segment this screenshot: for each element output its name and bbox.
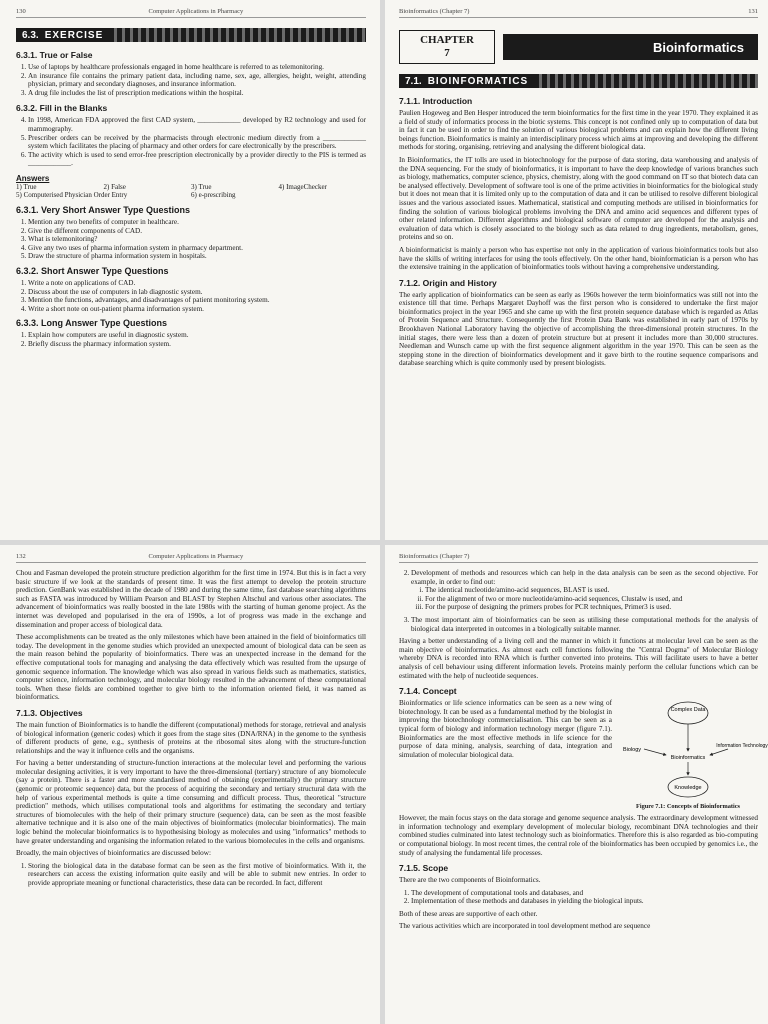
arrow	[710, 749, 728, 755]
list-item: 3. The most important aim of bioinformatics can be seen as utilising these computational methods for the analysis of biological data interpreted in outcomes in a biologically suitable manner.	[411, 616, 758, 633]
chapter-number: 7	[444, 47, 450, 59]
list-item-text: Development of methods and resources which can help in the data analysis can be seen as the second objective. For example, in order to find out:	[411, 569, 758, 586]
header-title: Bioinformatics (Chapter 7)	[399, 553, 470, 560]
figure-caption: Figure 7.1: Concepts of Bioinformatics	[636, 803, 740, 811]
node-label: Complex Data	[670, 707, 706, 714]
short-answer-list	[16, 279, 366, 313]
list-item: 1. Explain how computers are useful in diagnostic system.	[28, 331, 366, 340]
exercise-title: EXERCISE	[44, 29, 104, 41]
section-number: 7.1.	[405, 75, 422, 87]
answer: 6) e-prescribing	[191, 191, 236, 200]
chapter-heading	[399, 30, 758, 64]
list-item: 2. An insurance file contains the primary patient data, including name, sex, age, allergies, height, weight, attending physician, primary and secondary diagnoses, and insurance information.	[28, 72, 366, 89]
node-label: Bioinformatics	[670, 755, 706, 762]
header-title: Bioinformatics (Chapter 7)	[399, 8, 470, 15]
chapter-box	[399, 30, 495, 64]
list-item: 1. Use of laptops by healthcare professionals engaged in home healthcare is referred to as telemonitoring.	[28, 63, 366, 72]
concept-figure	[618, 699, 768, 811]
exercise-number: 6.3.	[22, 29, 39, 41]
paragraph: Bioinformatics or life science informatics can be seen as a new wing of biotechnology. It can be used as a fundamental method by the biologist in improving the biotechnology commercialisation. This can be seen as a typical form of biology and information technology merger (figure 7.1). Bioinformatics are the most effective methods in life science for the purpose of data mining, analysis, searching of data, integration and simulation of molecular biological data.	[399, 699, 612, 759]
running-header	[399, 553, 758, 563]
list-item: 3. What is telemonitoring?	[28, 235, 366, 244]
answers-heading: Answers	[16, 173, 50, 183]
paragraph: A bioinformaticist is mainly a person who has expertise not only in the application of various bioinformatics tools but also have the skills of writing interfaces for using the tools effectively. On the other hand, bioinformatician is a person who has the extensive training in the application of bioinformatics tools without having a comprehensive understanding.	[399, 245, 758, 272]
list-item: 5. Draw the structure of pharma information system in hospitals.	[28, 252, 366, 261]
list-item: 5. Prescriber orders can be received by the pharmacists through electronic medium directly from a ____________ system which facilitates the placing of pharmacy and other orders for care electronically by the prescribers.	[28, 134, 366, 151]
paragraph: These accomplishments can be treated as the only milestones which have been attained in the field of bioinformatics till today. The development in the genome studies which provided an unexpected amount of biological data can be seen as the main reason behind the popularity of bioinformatics. There was an unexpected increase in the demand for the effective computational tools for managing and analysing the data effectively which was resulted from the upsurge of genomic sequence information. The knowledge which was also spread in various fields such as mathematics, statistics, computer science, information technology, and molecular biology resulted in the advancement of these computational tools. When these fields are combined together to give birth to the information oriented field, it was named as bioinformatics.	[16, 633, 366, 702]
complex-data-node	[668, 702, 708, 724]
node-label: Biology	[622, 747, 642, 754]
origin-heading: 7.1.2. Origin and History	[399, 277, 497, 288]
banner-stripes	[109, 28, 366, 42]
long-answer-list	[16, 331, 366, 348]
fill-blanks-list	[16, 116, 366, 168]
list-item: 1. Storing the biological data in the database format can be seen as the first motive of bioinformatics. With it, the researchers can access the existing information quite easily and will be able to submit new entries. In order to provide appropriate meaning or functional characteristics, these data can be recorded. In fact, different	[28, 862, 366, 888]
objectives-heading: 7.1.3. Objectives	[16, 707, 83, 718]
sub-list-item: i. The identical nucleotide/amino-acid sequences, BLAST is used.	[425, 586, 758, 595]
node-label: Information Technology	[716, 743, 768, 750]
answer: 4) ImageChecker	[278, 182, 327, 191]
scope-list	[399, 889, 758, 906]
paragraph: The early application of bioinformatics can be seen as early as 1960s however the term bioinformatics was still not into the existence till that time. Perhaps Margaret Dayhoff was the first person who is considered to undertake the first major bioinformatics project in the year 1965 and she came up with the first protein sequence database which is regarded as Atlas of Protein Sequence and Structure. Consequently the first Protein Data Bank was established in early part of 1970s by Brookhaven National Laboratory having the objective of accomplishing the three-dimensional protein structures. In the initial stages, there were less than a dozen of protein structure but at present it includes more than 30,000 structures. Needleman and Wunsch came up with the first sequence alignment algorithm in the year 1970. This can be seen as the stepping stone in the direction of bioinformatics development and it gave birth to the routine sequence comparisons and database searching which is quite commonly used by present biologists.	[399, 290, 758, 368]
concept-heading: 7.1.4. Concept	[399, 686, 457, 697]
page-number: 132	[16, 553, 26, 560]
answer: 5) Computerised Physician Order Entry	[16, 191, 128, 200]
list-item: 2. Discuss about the use of computers in lab diagnostic system.	[28, 288, 366, 297]
page-number: 131	[748, 8, 758, 15]
answer: 3) True	[191, 182, 212, 191]
introduction-heading: 7.1.1. Introduction	[399, 96, 473, 106]
list-item: 4. In 1998, American FDA approved the first CAD system, ____________ developed by R2 technology and used for mammography.	[28, 116, 366, 133]
very-short-list	[16, 218, 366, 261]
section-title: BIOINFORMATICS	[427, 75, 529, 87]
sub-list	[411, 586, 758, 612]
exercise-banner	[16, 28, 366, 42]
list-item: 2. Implementation of these methods and databases in yielding the biological inputs.	[411, 897, 758, 906]
arrow	[644, 749, 666, 755]
chapter-label: CHAPTER	[420, 34, 474, 46]
paragraph: Having a better understanding of a living cell and the manner in which it functions at molecular level can be seen as the main objective of bioinformatics. As almost each cell functions following the "Central Dogma" of Molecular Biology whereby DNA is recorded into RNA which is further converted into proteins. This will facilitate users to have a better analysis of cell behaviour using different information levels. Proteins mainly perform the cellular functions which can be estimated with the help of nucleotide sequences.	[399, 637, 758, 680]
list-item: 1. Mention any two benefits of computer in healthcare.	[28, 218, 366, 227]
list-item: 2. Give the different components of CAD.	[28, 227, 366, 236]
chapter-title: Bioinformatics	[503, 34, 758, 60]
paragraph: The various activities which are incorporated in tool development method are sequence	[399, 922, 651, 931]
true-false-list	[16, 63, 366, 97]
page-130	[0, 0, 380, 540]
header-title: Computer Applications in Pharmacy	[148, 553, 244, 560]
list-item	[411, 569, 758, 612]
very-short-heading: 6.3.1. Very Short Answer Type Questions	[16, 204, 191, 215]
answers-grid	[16, 183, 366, 200]
banner-stripes	[534, 74, 758, 88]
paragraph: In Bioinformatics, the IT tolls are used in biotechnology for the purpose of data storing, data warehousing and analysis of the DNA sequencing. For the study of bioinformatics, it is important to have the deep knowledge of various branches such as biology, mathematics, computer science, physics, chemistry, along with the good command on IT so that biotech data can be analysed effectively. Development of software tool is one of the prime activities in bioinformatics for the biological study but it does not mean that it is limited only up to the computation of data and it can be utilised to resolve different biological issues and the various associated issues. Mathematical, statistical and computing methods are utilised in bioinformatics for finding the solution of various biological problems involving the DNA and amino acid sequences and different types of other related information. Different algorithms and biological software of computer are developed for the analysis and evaluation of data which is closely associated to the biology such as data related to drug ingredients, metabolism, genes, proteins and so on.	[399, 155, 758, 242]
header-title: Computer Applications in Pharmacy	[148, 8, 244, 15]
long-answer-heading: 6.3.3. Long Answer Type Questions	[16, 318, 168, 329]
running-header	[16, 8, 366, 18]
paragraph: However, the main focus stays on the data storage and genome sequence analysis. The extraordinary development witnessed in information technology and exemplary development of molecular biology, recombinant DNA technologies and their combined studies culminated into latest technology such as bioinformatics. Therefore this is also regarded as bio-computing or computational biology. In most recent times, the central role of the bioinformatics has been occupied by genomics i.e., the study of analysing the fundamental life processes.	[399, 814, 758, 857]
page-number: 130	[16, 8, 26, 15]
fill-blanks-heading: 6.3.2. Fill in the Blanks	[16, 103, 108, 114]
page-133	[385, 545, 768, 1024]
paragraph: Chou and Fasman developed the protein structure prediction algorithm for the first time in 1974. But this is in fact a very basic structure if we look at the standards of present time. It was the first attempt to develop the protein structure prediction. GenBank was established in the decade of 1980 and during the same time, fast database searching algorithms such as FASTA was introduced by William Pearson and BLAST by Stephen Altschul and various other associates. The advancement of bioinformatics was really boosted in the late 1980s with the starting of human genome project. As the internet was developed and popularised in the era of 1990s, a lot of progress was made in the exchange and dissemination and proper access of biological data.	[16, 569, 366, 629]
list-item: 4. Write a short note on out-patient pharma information system.	[28, 305, 366, 314]
paragraph: Both of these areas are supportive of each other.	[399, 909, 538, 918]
paragraph: There are the two components of Bioinformatics.	[399, 876, 541, 885]
paragraph: Broadly, the main objectives of bioinformatics are discussed below:	[16, 849, 211, 858]
node-label: Knowledge	[674, 785, 702, 792]
paragraph: The main function of Bioinformatics is to handle the different (computational) methods for storage, retrieval and analysis of biological information (generic codes) which it goes from the stage sites (DNA/RNA) in the genome to the synthesis of different products of gene, e.g., synthesis of proteins at the ribosomal sites along with the structure-function relationships and the way it influence cells and the organisms.	[16, 720, 366, 755]
sub-list-item: iii. For the purpose of designing the primers probes for PCR techniques, Primer3 is used.	[425, 603, 758, 612]
list-item: 4. Give any two uses of pharma information system in pharmacy department.	[28, 244, 366, 253]
list-item: 6. The activity which is used to send error-free prescription electronically by a provider directly to the PIS is termed as ____________.	[28, 151, 366, 168]
paragraph: For having a better understanding of structure-function interactions at the molecular level and performing the various molecular designing activities, it is very important to have the three-dimensional (tertiary) structure of any biomolecule (say a protein). There is a faster and more standardised method of obtaining (experimentally) the primary structure (genomic or proteomic sequence) data, but the process of acquiring the secondary and tertiary structural data with the help of various experimental methods is quite a time consuming and difficult process. Thus, theoretical "structure prediction" methods, which utilises computational tools and algorithms for estimating the secondary and tertiary structures of biomolecules with the help of their primary structure (sequence) data, can be seen as the most feasible alternative technique and it is also one of the main objectives of bioinformatics (molecular bioinformatics). The main logic behind the molecular bioinformatics is to hypothesising biology as molecules and using "informatics" methods to have greater understanding and organising the information related to the various biomolecules in the cells and organisms.	[16, 759, 366, 845]
objectives-list-continued	[399, 569, 758, 633]
paragraph: Paulien Hogeweg and Ben Hesper introduced the term bioinformatics for the first time in the year 1970. They explained it as a field of study of informatics process in the biotic systems. This concept is not confined only up to computation of data but in fact it can be used in order to find the solution of various biological problems and can explain how the different living beings function. Bioinformatics is mainly an interdisciplinary process which aims at improving and developing the different methods for storing, organising, retrieving and analysing the different biological data.	[399, 109, 758, 152]
objectives-list	[16, 862, 366, 888]
scope-heading: 7.1.5. Scope	[399, 863, 449, 874]
running-header	[399, 8, 758, 18]
sub-list-item: ii. For the alignment of two or more nucleotide/amino-acid sequences, Clustalw is used, and	[425, 595, 758, 604]
answer: 1) True	[16, 182, 37, 191]
list-item: 3. A drug file includes the list of prescription medications within the hospital.	[28, 89, 366, 98]
section-banner	[399, 74, 758, 88]
list-item: 1. Write a note on applications of CAD.	[28, 279, 366, 288]
short-answer-heading: 6.3.2. Short Answer Type Questions	[16, 265, 169, 276]
list-item: 3. Mention the functions, advantages, and disadvantages of patient monitoring system.	[28, 296, 366, 305]
true-false-heading: 6.3.1. True or False	[16, 50, 93, 60]
answer: 2) False	[103, 182, 126, 191]
list-item: 2. Briefly discuss the pharmacy information system.	[28, 340, 366, 349]
page-131	[385, 0, 768, 540]
running-header	[16, 553, 366, 563]
page-132	[0, 545, 380, 1024]
list-item: 1. The development of computational tools and databases, and	[411, 889, 758, 898]
concept-diagram	[618, 699, 768, 803]
